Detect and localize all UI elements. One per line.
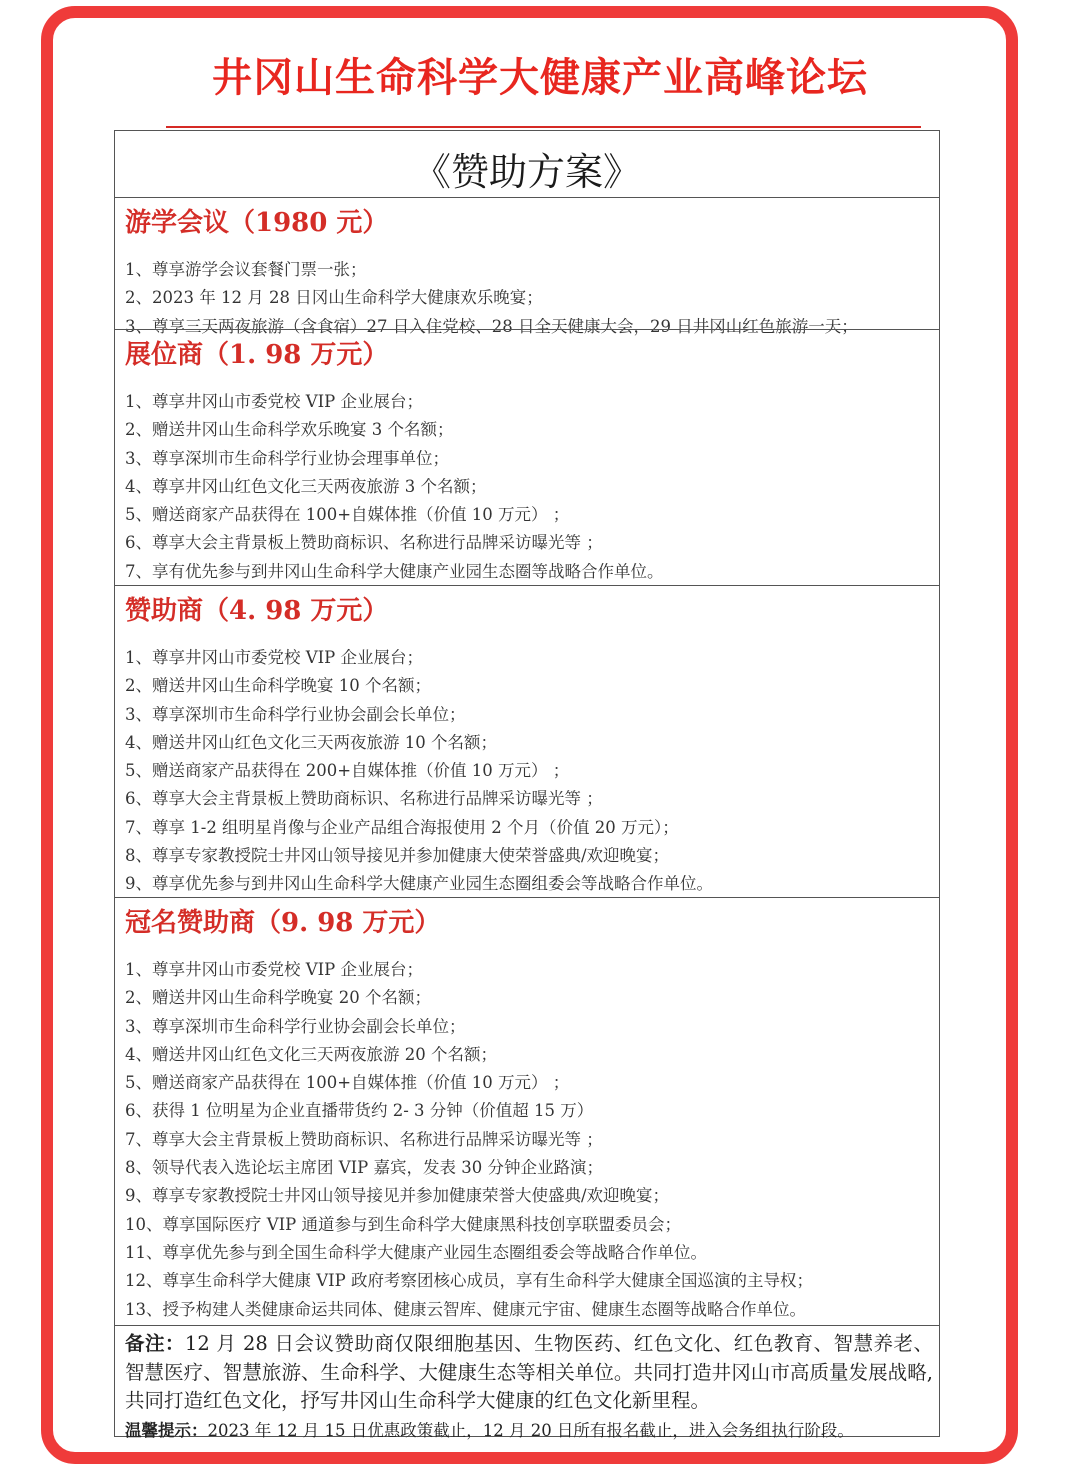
- list-item: 9、尊享优先参与到井冈山生命科学大健康产业园生态圈组委会等战略合作单位。: [125, 874, 713, 894]
- plan-subtitle: 《赞助方案》: [412, 150, 641, 194]
- list-item: 10、尊享国际医疗 VIP 通道参与到生命科学大健康黑科技创享联盟委员会；: [125, 1214, 682, 1234]
- note-label: 备注：: [125, 1332, 185, 1355]
- section-study-meeting: [115, 197, 939, 336]
- list-item: 5、赠送商家产品获得在 100+自媒体推（价值 10 万元） ；: [125, 505, 570, 525]
- list-item: 5、赠送商家产品获得在 100+自媒体推（价值 10 万元） ；: [125, 1073, 570, 1093]
- list-item: 13、授予构建人类健康命运共同体、健康云智库、健康元宇宙、健康生态圈等战略合作单位。: [125, 1299, 806, 1319]
- list-item: 8、尊享专家教授院士井冈山领导接见并参加健康大使荣誉盛典/欢迎晚宴；: [125, 846, 670, 866]
- list-item: 9、尊享专家教授院士井冈山领导接见并参加健康荣誉大使盛典/欢迎晚宴；: [125, 1186, 670, 1206]
- list-item: 6、获得 1 位明星为企业直播带货约 2- 3 分钟（价值超 15 万）: [125, 1101, 594, 1121]
- tip-line: [125, 1417, 854, 1441]
- section-heading: 游学会议（1980 元）: [125, 208, 389, 238]
- list-item: 4、赠送井冈山红色文化三天两夜旅游 10 个名额；: [125, 732, 497, 752]
- section-heading: 赞助商（4. 98 万元）: [125, 596, 389, 626]
- section-items: [125, 644, 930, 899]
- list-item: 3、尊享三天两夜旅游（含食宿）27 日入住党校、28 日全天健康大会，29 日井冈山红色旅游一天；: [125, 316, 858, 336]
- page-title: 井冈山生命科学大健康产业高峰论坛: [212, 55, 868, 101]
- section-sponsor: [115, 585, 939, 897]
- list-item: 1、尊享井冈山市委党校 VIP 企业展台；: [125, 648, 424, 667]
- list-item: 4、赠送井冈山红色文化三天两夜旅游 20 个名额；: [125, 1044, 497, 1064]
- list-item: 2、赠送井冈山生命科学欢乐晚宴 3 个名额；: [125, 420, 454, 440]
- list-item: 2、赠送井冈山生命科学晚宴 10 个名额；: [125, 676, 431, 696]
- section-heading: 展位商（1. 98 万元）: [125, 340, 389, 370]
- list-item: 3、尊享深圳市生命科学行业协会副会长单位；: [125, 1016, 466, 1036]
- list-item: 5、赠送商家产品获得在 200+自媒体推（价值 10 万元） ；: [125, 761, 570, 781]
- list-item: 12、尊享生命科学大健康 VIP 政府考察团核心成员，享有生命科学大健康全国巡演的主导权；: [125, 1271, 814, 1291]
- list-item: 7、尊享大会主背景板上赞助商标识、名称进行品牌采访曝光等 ；: [125, 1129, 603, 1149]
- tip-label: 温馨提示：: [125, 1421, 208, 1440]
- list-item: 7、尊享 1-2 组明星肖像与企业产品组合海报使用 2 个月（价值 20 万元）；: [125, 817, 679, 837]
- list-item: 2、2023 年 12 月 28 日冈山生命科学大健康欢乐晚宴；: [125, 288, 543, 308]
- section-items: [125, 956, 930, 1324]
- list-item: 11、尊享优先参与到全国生命科学大健康产业园生态圈组委会等战略合作单位。: [125, 1242, 707, 1262]
- list-item: 1、尊享井冈山市委党校 VIP 企业展台；: [125, 960, 424, 979]
- note-text: 12 月 28 日会议赞助商仅限细胞基因、生物医药、红色文化、红色教育、智慧养老、智慧医疗、智慧旅游、生命科学、大健康生态等相关单位。共同打造井冈山市高质量发展战略,共同打造红色文化，抒写井冈山生命科学大健康的红色文化新里程。: [125, 1332, 933, 1413]
- title-divider: [166, 126, 921, 128]
- tip-text: 2023 年 12 月 15 日优惠政策截止，12 月 20 日所有报名截止，进入会务组执行阶段。: [207, 1421, 854, 1440]
- note-paragraph: [125, 1330, 933, 1416]
- list-item: 1、尊享游学会议套餐门票一张；: [125, 260, 367, 279]
- list-item: 3、尊享深圳市生命科学行业协会副会长单位；: [125, 704, 466, 724]
- list-item: 4、尊享井冈山红色文化三天两夜旅游 3 个名额；: [125, 476, 487, 496]
- list-item: 7、享有优先参与到井冈山生命科学大健康产业园生态圈等战略合作单位。: [125, 561, 664, 581]
- section-title-sponsor: [115, 897, 939, 1325]
- list-item: 2、赠送井冈山生命科学晚宴 20 个名额；: [125, 988, 431, 1008]
- sponsorship-table: [114, 130, 940, 1440]
- section-heading: 冠名赞助商（9. 98 万元）: [125, 908, 441, 938]
- section-exhibitor: [115, 329, 939, 585]
- section-note: [115, 1325, 939, 1440]
- list-item: 8、领导代表入选论坛主席团 VIP 嘉宾，发表 30 分钟企业路演；: [125, 1158, 604, 1178]
- section-items: [125, 388, 930, 586]
- list-item: 6、尊享大会主背景板上赞助商标识、名称进行品牌采访曝光等 ；: [125, 789, 603, 809]
- list-item: 3、尊享深圳市生命科学行业协会理事单位；: [125, 448, 449, 468]
- list-item: 1、尊享井冈山市委党校 VIP 企业展台；: [125, 392, 424, 411]
- list-item: 6、尊享大会主背景板上赞助商标识、名称进行品牌采访曝光等 ；: [125, 533, 603, 553]
